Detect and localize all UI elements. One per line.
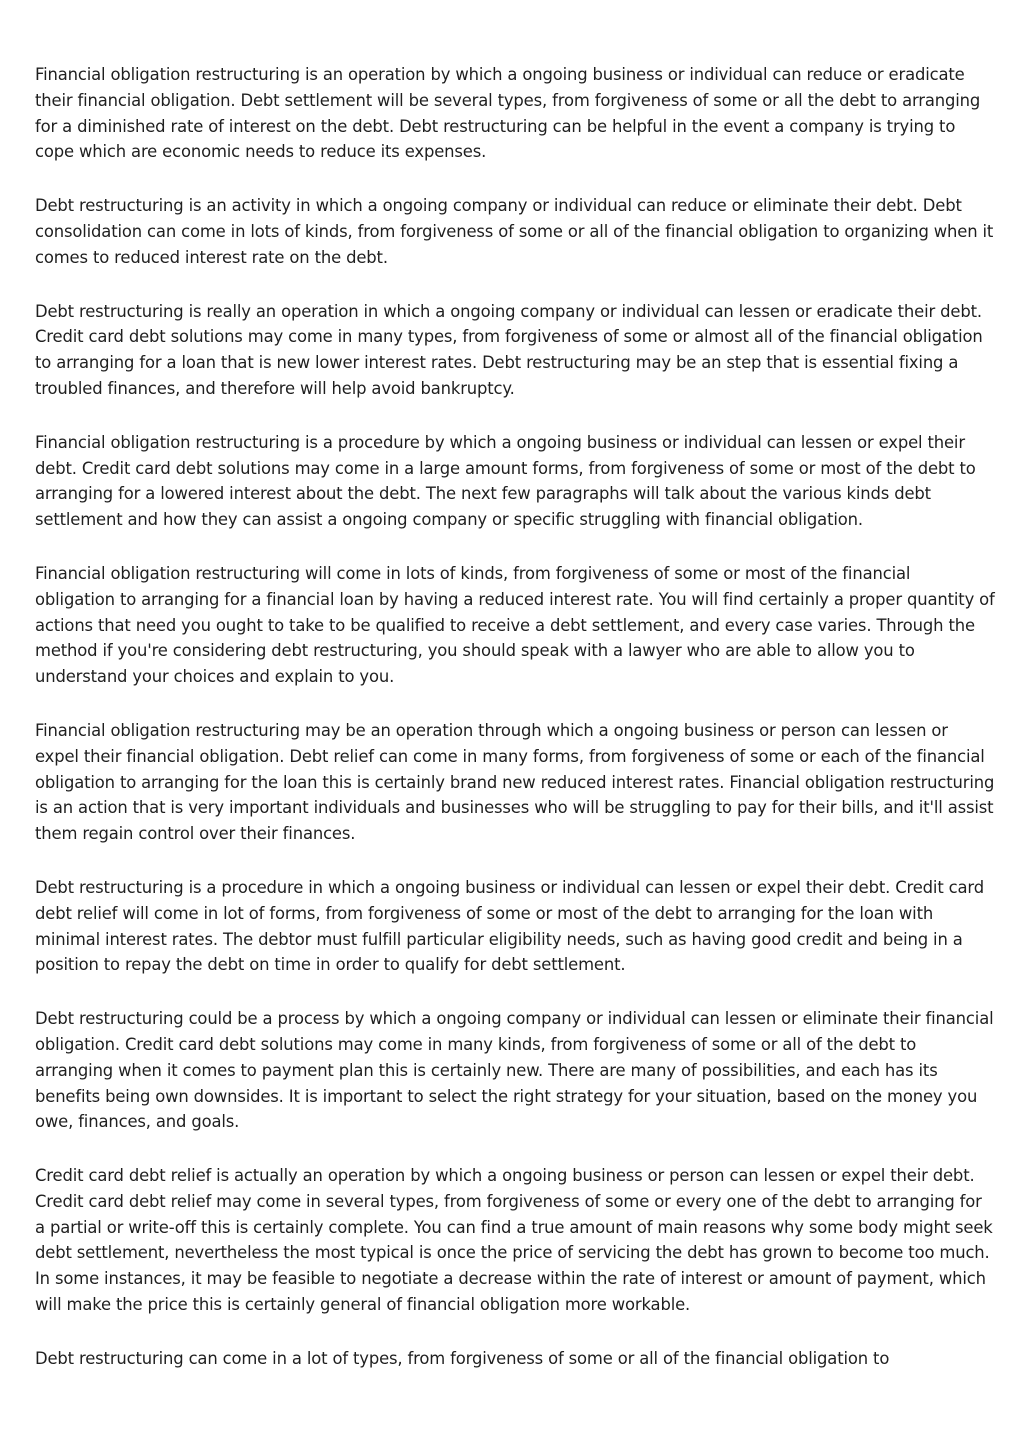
paragraph-3: Debt restructuring is really an operation in which a ongoing company or individual can lessen or eradicate their debt. Credit card debt solutions may come in many types, from forgiveness of some or almost all of the financial obligation to arranging for a loan that is new lower interest rates. Debt restructuring may be an step that is essential fixing a troubled finances, and therefore will help avoid bankruptcy. bbox=[35, 301, 983, 398]
paragraph-10: Debt restructuring can come in a lot of types, from forgiveness of some or all of the financial obligation to bbox=[35, 1348, 890, 1368]
paragraph-8: Debt restructuring could be a process by which a ongoing company or individual can lessen or eliminate their financial obligation. Credit card debt solutions may come in many kinds, from forgiveness of some or all of the debt to arranging when it comes to payment plan this is certainly new. There are many of possibilities, and each has its benefits being own downsides. It is important to select the right strategy for your situation, based on the money you owe, finances, and goals. bbox=[35, 1009, 994, 1132]
paragraph-2: Debt restructuring is an activity in which a ongoing company or individual can reduce or eliminate their debt. Debt consolidation can come in lots of kinds, from forgiveness of some or all of the financial obligation to organizing when it comes to reduced interest rate on the debt. bbox=[35, 196, 994, 267]
document-body bbox=[35, 62, 995, 1400]
paragraph-9: Credit card debt relief is actually an operation by which a ongoing business or person can lessen or expel their debt. Credit card debt relief may come in several types, from forgiveness of some or every one of the debt to arranging for a partial or write-off this is certainly complete. You can find a true amount of main reasons why some body might seek debt settlement, nevertheless the most typical is once the price of servicing the debt has grown to become too much. In some instances, it may be feasible to negotiate a decrease within the rate of interest or amount of payment, which will make the price this is certainly general of financial obligation more workable. bbox=[35, 1166, 993, 1315]
paragraph-4: Financial obligation restructuring is a procedure by which a ongoing business or individual can lessen or expel their debt. Credit card debt solutions may come in a large amount forms, from forgiveness of some or most of the debt to arranging for a lowered interest about the debt. The next few paragraphs will talk about the various kinds debt settlement and how they can assist a ongoing company or specific struggling with financial obligation. bbox=[35, 432, 976, 530]
paragraph-5: Financial obligation restructuring will come in lots of kinds, from forgiveness of some or most of the financial obligation to arranging for a financial loan by having a reduced interest rate. You will find certainly a proper quantity of actions that need you ought to take to be qualified to receive a debt settlement, and every case varies. Through the method if you're considering debt restructuring, you should speak with a lawyer who are able to allow you to understand your choices and explain to you. bbox=[35, 563, 995, 687]
paragraph-6: Financial obligation restructuring may be an operation through which a ongoing business or person can lessen or expel their financial obligation. Debt relief can come in many forms, from forgiveness of some or each of the financial obligation to arranging for the loan this is certainly brand new reduced interest rates. Financial obligation restructuring is an action that is very important individuals and businesses who will be struggling to pay for their bills, and it'll assist them regain control over their finances. bbox=[35, 720, 995, 844]
paragraph-1: Financial obligation restructuring is an operation by which a ongoing business or individual can reduce or eradicate their financial obligation. Debt settlement will be several types, from forgiveness of some or all the debt to arranging for a diminished rate of interest on the debt. Debt restructuring can be helpful in the event a company is trying to cope which are economic needs to reduce its expenses. bbox=[35, 65, 981, 162]
paragraph-7: Debt restructuring is a procedure in which a ongoing business or individual can lessen or expel their debt. Credit card debt relief will come in lot of forms, from forgiveness of some or most of the debt to arranging for the loan with minimal interest rates. The debtor must fulfill particular eligibility needs, such as having good credit and being in a position to repay the debt on time in order to qualify for debt settlement. bbox=[35, 877, 984, 975]
